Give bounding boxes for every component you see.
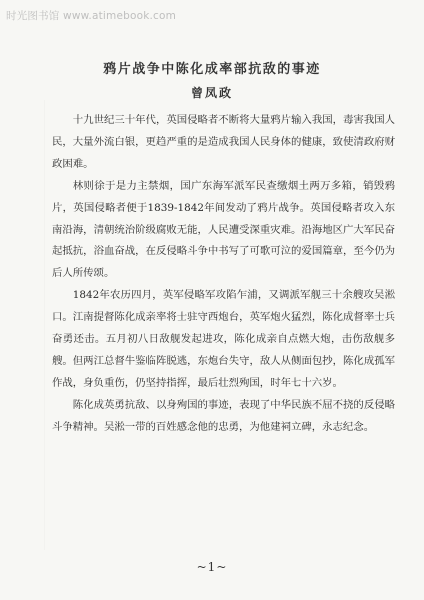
body-paragraph: 1842年农历四月，英军侵略军攻陷乍浦，又调派军舰三十余艘攻吴淞口。江南提督陈化成亲率将士驻守西炮台，英军炮火猛烈，陈化成督率士兵奋勇还击。五月初八日敌舰发起进攻，陈化成亲自点燃大炮，击伤敌舰多艘。但两江总督牛鉴临阵脱逃，东炮台失守，敌人从侧面包抄，陈化成孤军作战，身负重伤，仍坚持指挥，最后壮烈殉国，时年七十六岁。	[52, 289, 395, 389]
page-number: ~1~	[196, 560, 228, 574]
body-paragraph: 陈化成英勇抗敌、以身殉国的事迹，表现了中华民族不屈不挠的反侵略斗争精神。吴淞一带的百姓感念他的忠勇，为他建祠立碑，永志纪念。	[52, 398, 395, 433]
body-paragraph: 十九世纪三十年代，英国侵略者不断将大量鸦片输入我国，毒害我国人民，大量外流白银，更趋严重的是造成我国人民身体的健康，致使清政府财政困难。	[52, 114, 395, 170]
document-title: 鸦片战争中陈化成率部抗敌的事迹	[103, 62, 321, 77]
document-body	[52, 110, 395, 550]
page-shadow-line	[44, 100, 45, 550]
document-author: 曾凤政	[190, 86, 233, 100]
body-paragraph: 林则徐于是力主禁烟，国广东海军派军民查缴烟土两万多箱，销毁鸦片，英国侵略者便于1839-1842年间发动了鸦片战争。英国侵略者攻入东南沿海，清朝统治阶级腐败无能，人民遭受深重灾难。沿海地区广大军民奋起抵抗，浴血奋战，在反侵略斗争中书写了可歌可泣的爱国篇章，至今仍为后人所传颂。	[52, 179, 395, 280]
watermark-text: 时光图书馆 www.atimebook.com	[6, 10, 177, 22]
